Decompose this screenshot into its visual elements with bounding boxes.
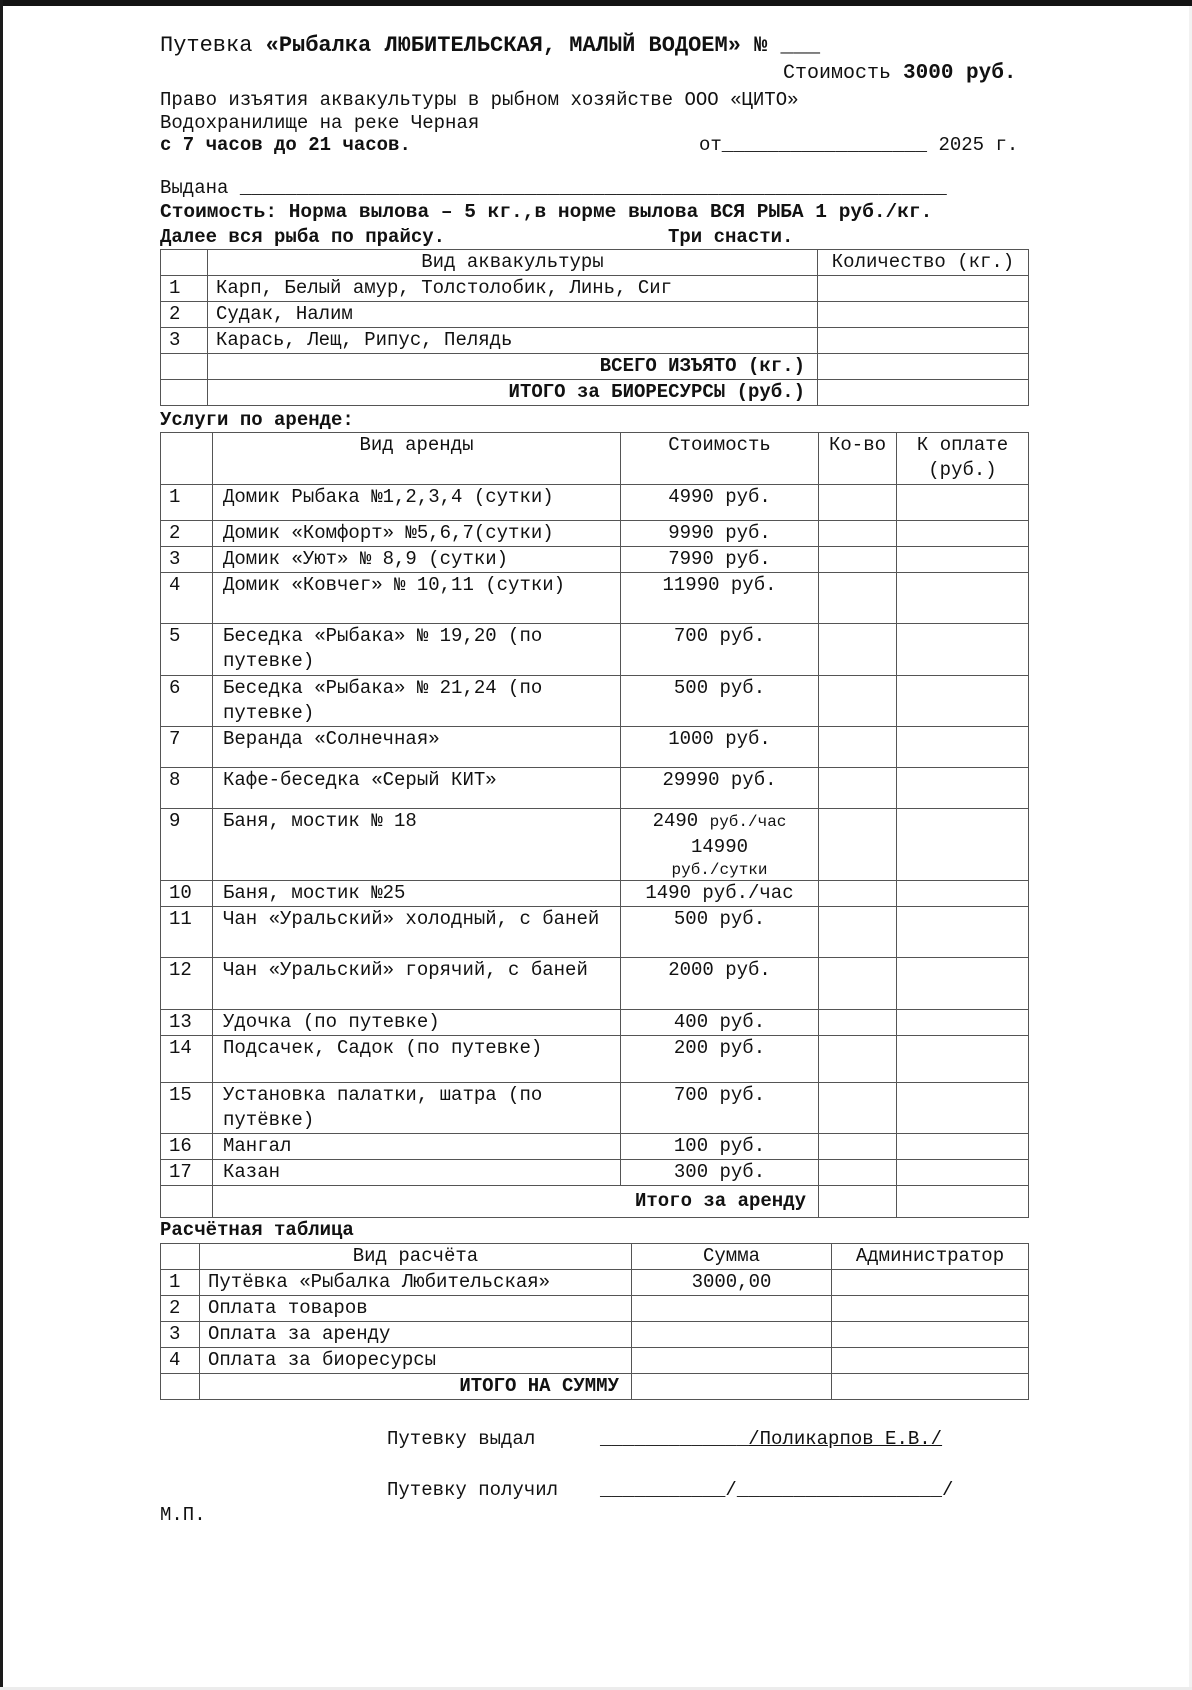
row-count[interactable]: [819, 907, 897, 958]
row-price: 9990 руб.: [621, 521, 819, 547]
number-blank: ___: [767, 33, 821, 58]
row-pay[interactable]: [897, 809, 1029, 881]
row-count[interactable]: [819, 521, 897, 547]
row-num: 1: [161, 1270, 200, 1296]
table-row: [161, 276, 1029, 302]
price-unit: руб./час: [709, 813, 787, 831]
row-name: Беседка «Рыбака» № 21,24 (по путевке): [213, 676, 621, 727]
document-title: [160, 33, 820, 59]
row-pay[interactable]: [897, 624, 1029, 676]
header-cell-type: Вид расчёта: [200, 1244, 632, 1270]
row-price: 100 руб.: [621, 1134, 819, 1160]
row-count[interactable]: [819, 1083, 897, 1134]
calc-total-admin[interactable]: [832, 1374, 1029, 1400]
row-price: 500 руб.: [621, 907, 819, 958]
rental-section-title: Услуги по аренде:: [160, 409, 354, 431]
header-cell-sum: Сумма: [632, 1244, 832, 1270]
rental-rows: [161, 485, 1029, 1186]
row-count[interactable]: [819, 485, 897, 521]
table-row: [161, 1036, 1029, 1083]
row-price: 300 руб.: [621, 1160, 819, 1186]
rental-total-count[interactable]: [819, 1186, 897, 1218]
row-pay[interactable]: [897, 768, 1029, 809]
row-count[interactable]: [819, 573, 897, 624]
row-price: 200 руб.: [621, 1036, 819, 1083]
title-bold: «Рыбалка ЛЮБИТЕЛЬСКАЯ, МАЛЫЙ ВОДОЕМ» №: [265, 33, 768, 58]
header-cell-price: Стоимость: [621, 433, 819, 485]
table-row: [161, 1010, 1029, 1036]
row-price: 700 руб.: [621, 624, 819, 676]
table-header-row: [161, 250, 1029, 276]
rights-line: Право изъятия аквакультуры в рыбном хозяйстве ООО «ЦИТО»: [160, 89, 799, 111]
stamp-label: М.П.: [160, 1504, 206, 1526]
row-num: 3: [161, 328, 208, 354]
row-count[interactable]: [819, 547, 897, 573]
row-num: 2: [161, 521, 213, 547]
row-pay[interactable]: [897, 907, 1029, 958]
location-line: Водохранилище на реке Черная: [160, 112, 480, 134]
row-admin[interactable]: [832, 1296, 1029, 1322]
calc-total-label: ИТОГО НА СУММУ: [200, 1374, 632, 1400]
row-num: 13: [161, 1010, 213, 1036]
table-row: [161, 573, 1029, 624]
calc-total-sum[interactable]: [632, 1374, 832, 1400]
row-pay[interactable]: [897, 881, 1029, 907]
row-num: 3: [161, 1322, 200, 1348]
row-count[interactable]: [819, 881, 897, 907]
row-name: Баня, мостик № 18: [213, 809, 621, 881]
row-name: Чан «Уральский» холодный, с баней: [213, 907, 621, 958]
calc-total-row: [161, 1374, 1029, 1400]
row-price: 29990 руб.: [621, 768, 819, 809]
table-row: [161, 881, 1029, 907]
row-pay[interactable]: [897, 1036, 1029, 1083]
rental-total-row: [161, 1186, 1029, 1218]
table-header-row: [161, 433, 1029, 485]
tackle-line: Три снасти.: [668, 226, 794, 248]
row-price: 1000 руб.: [621, 727, 819, 768]
row-pay[interactable]: [897, 676, 1029, 727]
row-name: Домик «Ковчег» № 10,11 (сутки): [213, 573, 621, 624]
hours-line: с 7 часов до 21 часов.: [160, 134, 411, 156]
header-cell-pay: К оплате (руб.): [897, 433, 1029, 485]
table-row: [161, 302, 1029, 328]
row-name: Карась, Лещ, Рипус, Пелядь: [208, 328, 818, 354]
row-name: Карп, Белый амур, Толстолобик, Линь, Сиг: [208, 276, 818, 302]
row-price: 2000 руб.: [621, 958, 819, 1010]
table-row: [161, 328, 1029, 354]
price-label: Стоимость: [783, 62, 904, 85]
row-pay[interactable]: [897, 1134, 1029, 1160]
table-row: [161, 809, 1029, 881]
row-count[interactable]: [819, 1160, 897, 1186]
row-count[interactable]: [819, 768, 897, 809]
left-edge: [0, 0, 3, 1690]
table-row: [161, 1134, 1029, 1160]
row-admin[interactable]: [832, 1270, 1029, 1296]
received-by-label: Путевку получил: [387, 1479, 559, 1501]
row-count[interactable]: [819, 1134, 897, 1160]
table-row: [161, 521, 1029, 547]
row-pay[interactable]: [897, 521, 1029, 547]
rental-total-label: Итого за аренду: [213, 1186, 819, 1218]
total-rub-value[interactable]: [818, 380, 1029, 406]
row-num: 6: [161, 676, 213, 727]
row-admin[interactable]: [832, 1348, 1029, 1374]
total-kg-row: [161, 354, 1029, 380]
header-cell-num: [161, 1244, 200, 1270]
row-count[interactable]: [819, 727, 897, 768]
row-name: Домик «Комфорт» №5,6,7(сутки): [213, 521, 621, 547]
row-num: 17: [161, 1160, 213, 1186]
table-row: [161, 676, 1029, 727]
header-cell-type: Вид аренды: [213, 433, 621, 485]
row-qty[interactable]: [818, 328, 1029, 354]
empty-cell: [161, 380, 208, 406]
price-value: 3000 руб.: [903, 62, 1017, 85]
row-count[interactable]: [819, 1010, 897, 1036]
table-row: [161, 624, 1029, 676]
row-name: Чан «Уральский» горячий, с баней: [213, 958, 621, 1010]
issued-label: Выдана: [160, 177, 240, 199]
row-pay[interactable]: [897, 485, 1029, 521]
row-name: Беседка «Рыбака» № 19,20 (по путевке): [213, 624, 621, 676]
rental-table: [160, 432, 1029, 1218]
table-row: [161, 1083, 1029, 1134]
row-name: Удочка (по путевке): [213, 1010, 621, 1036]
row-name: Судак, Налим: [208, 302, 818, 328]
row-name: Домик «Уют» № 8,9 (сутки): [213, 547, 621, 573]
top-edge: [0, 0, 1192, 6]
row-num: 1: [161, 276, 208, 302]
row-name: Оплата за биоресурсы: [200, 1348, 632, 1374]
row-price: 11990 руб.: [621, 573, 819, 624]
date-field: от__________________ 2025 г.: [699, 134, 1019, 156]
row-price: 500 руб.: [621, 676, 819, 727]
table-row: [161, 768, 1029, 809]
further-line: Далее вся рыба по прайсу.: [160, 226, 446, 248]
row-num: 5: [161, 624, 213, 676]
row-num: 4: [161, 573, 213, 624]
header-cell-qty: Количество (кг.): [818, 250, 1029, 276]
row-num: 1: [161, 485, 213, 521]
issued-blank: ______________________________________________________________: [239, 177, 947, 199]
table-row: [161, 958, 1029, 1010]
row-num: 14: [161, 1036, 213, 1083]
row-num: 15: [161, 1083, 213, 1134]
row-pay[interactable]: [897, 727, 1029, 768]
header-cell-admin: Администратор: [832, 1244, 1029, 1270]
issued-by-blank: _____________: [600, 1428, 749, 1450]
row-pay[interactable]: [897, 1160, 1029, 1186]
row-count[interactable]: [819, 624, 897, 676]
row-num: 8: [161, 768, 213, 809]
row-qty[interactable]: [818, 302, 1029, 328]
calc-table: [160, 1243, 1029, 1400]
row-num: 9: [161, 809, 213, 881]
empty-cell: [161, 1374, 200, 1400]
row-name: Оплата товаров: [200, 1296, 632, 1322]
table-row: [161, 1270, 1029, 1296]
row-price: 400 руб.: [621, 1010, 819, 1036]
table-row: [161, 1296, 1029, 1322]
row-num: 11: [161, 907, 213, 958]
total-kg-value[interactable]: [818, 354, 1029, 380]
row-sum[interactable]: [632, 1322, 832, 1348]
row-count[interactable]: [819, 676, 897, 727]
norm-line: Стоимость: Норма вылова – 5 кг.,в норме вылова ВСЯ РЫБА 1 руб./кг.: [160, 201, 933, 223]
row-admin[interactable]: [832, 1322, 1029, 1348]
row-num: 10: [161, 881, 213, 907]
row-num: 16: [161, 1134, 213, 1160]
header-cell-type: Вид аквакультуры: [208, 250, 818, 276]
issued-by-label: Путевку выдал: [387, 1428, 536, 1450]
ticket-price: [783, 62, 1016, 86]
calc-section-title: Расчётная таблица: [160, 1219, 354, 1241]
table-header-row: [161, 1244, 1029, 1270]
price-day-unit: руб./сутки: [671, 861, 768, 879]
total-rub-row: [161, 380, 1029, 406]
row-price: 1490 руб./час: [621, 881, 819, 907]
table-row: [161, 1322, 1029, 1348]
table-row: [161, 485, 1029, 521]
total-kg-label: ВСЕГО ИЗЪЯТО (кг.): [208, 354, 818, 380]
row-pay[interactable]: [897, 1083, 1029, 1134]
empty-cell: [161, 354, 208, 380]
row-name: Установка палатки, шатра (по путёвке): [213, 1083, 621, 1134]
row-name: Мангал: [213, 1134, 621, 1160]
header-cell-num: [161, 250, 208, 276]
row-sum[interactable]: [632, 1348, 832, 1374]
row-name: Подсачек, Садок (по путевке): [213, 1036, 621, 1083]
price-hour: [621, 809, 818, 835]
row-num: 7: [161, 727, 213, 768]
received-by-blank: ___________/__________________/: [600, 1479, 954, 1501]
row-sum[interactable]: [632, 1296, 832, 1322]
table-row: [161, 1160, 1029, 1186]
issued-by-signature: [600, 1427, 942, 1451]
row-pay[interactable]: [897, 547, 1029, 573]
empty-cell: [161, 1186, 213, 1218]
row-price: 700 руб.: [621, 1083, 819, 1134]
aquaculture-table: [160, 249, 1029, 406]
row-num: 2: [161, 302, 208, 328]
row-name: Баня, мостик №25: [213, 881, 621, 907]
row-sum[interactable]: 3000,00: [632, 1270, 832, 1296]
row-name: Казан: [213, 1160, 621, 1186]
row-num: 3: [161, 547, 213, 573]
row-num: 4: [161, 1348, 200, 1374]
row-num: 2: [161, 1296, 200, 1322]
row-pay[interactable]: [897, 1010, 1029, 1036]
row-price: [621, 809, 819, 881]
row-name: Путёвка «Рыбалка Любительская»: [200, 1270, 632, 1296]
header-cell-count: Ко-во: [819, 433, 897, 485]
table-row: [161, 547, 1029, 573]
price-value: 2490: [652, 810, 699, 832]
row-name: Оплата за аренду: [200, 1322, 632, 1348]
price-day: 14990: [690, 836, 748, 858]
row-price: 7990 руб.: [621, 547, 819, 573]
row-count[interactable]: [819, 958, 897, 1010]
rental-total-pay[interactable]: [897, 1186, 1029, 1218]
header-cell-num: [161, 433, 213, 485]
row-price: 4990 руб.: [621, 485, 819, 521]
table-row: [161, 1348, 1029, 1374]
row-name: Домик Рыбака №1,2,3,4 (сутки): [213, 485, 621, 521]
row-pay[interactable]: [897, 573, 1029, 624]
row-pay[interactable]: [897, 958, 1029, 1010]
row-num: 12: [161, 958, 213, 1010]
title-prefix: Путевка: [160, 33, 266, 58]
row-count[interactable]: [819, 1036, 897, 1083]
total-rub-label: ИТОГО за БИОРЕСУРСЫ (руб.): [208, 380, 818, 406]
row-name: Кафе-беседка «Серый КИТ»: [213, 768, 621, 809]
row-count[interactable]: [819, 809, 897, 881]
table-row: [161, 907, 1029, 958]
issued-by-name: /Поликарпов Е.В./: [748, 1428, 943, 1450]
issued-to-line: [160, 176, 947, 200]
row-qty[interactable]: [818, 276, 1029, 302]
table-row: [161, 727, 1029, 768]
row-name: Веранда «Солнечная»: [213, 727, 621, 768]
